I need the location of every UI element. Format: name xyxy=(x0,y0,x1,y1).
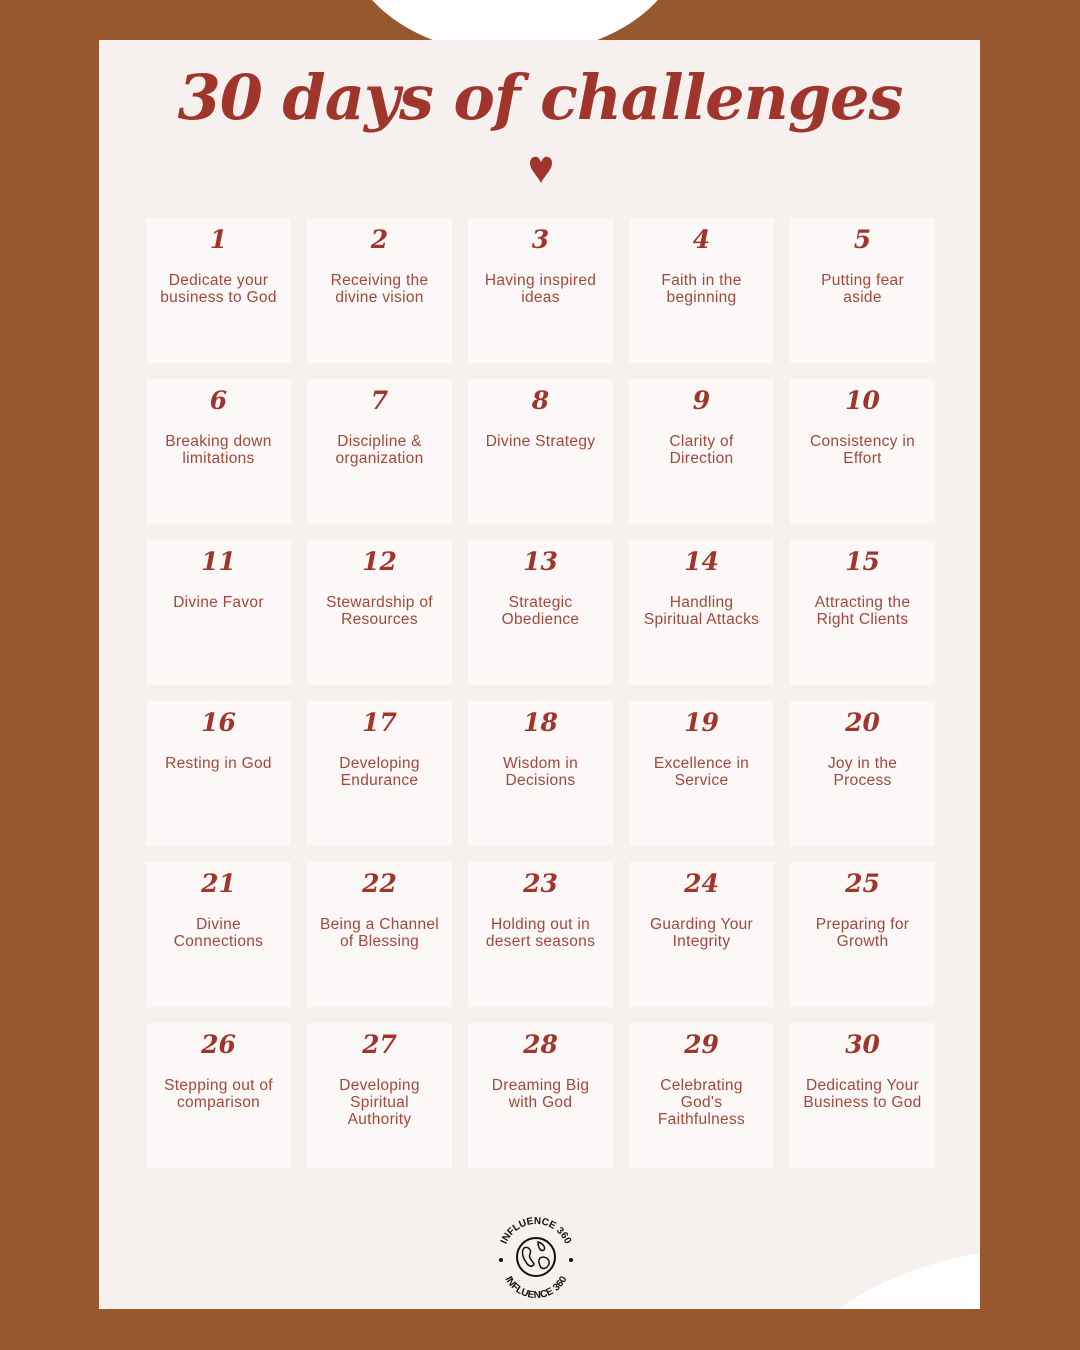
day-label: Divine Connections xyxy=(173,916,264,950)
day-label: Being a Channel of Blessing xyxy=(319,916,440,950)
challenge-grid xyxy=(146,218,935,1168)
day-number: 26 xyxy=(201,1030,236,1059)
day-label: Preparing for Growth xyxy=(815,916,910,950)
day-tile xyxy=(307,540,452,685)
day-number: 27 xyxy=(362,1030,397,1059)
day-label: Resting in God xyxy=(165,755,272,772)
svg-text:INFLUENCE 360: INFLUENCE 360 xyxy=(498,1215,574,1246)
day-label: Stepping out of comparison xyxy=(164,1077,273,1111)
day-number: 30 xyxy=(845,1030,880,1059)
day-tile xyxy=(790,218,935,363)
day-tile xyxy=(468,218,613,363)
day-number: 20 xyxy=(845,708,880,737)
day-tile xyxy=(629,379,774,524)
day-number: 19 xyxy=(684,708,719,737)
day-tile xyxy=(307,218,452,363)
day-tile xyxy=(629,540,774,685)
page-title: 30 days of challenges xyxy=(177,61,903,134)
day-number: 16 xyxy=(201,708,236,737)
influence-360-logo xyxy=(494,1212,578,1300)
day-tile xyxy=(468,862,613,1007)
day-label: Breaking down limitations xyxy=(165,433,272,467)
day-tile xyxy=(307,862,452,1007)
day-tile xyxy=(468,379,613,524)
day-number: 13 xyxy=(523,547,558,576)
day-number: 11 xyxy=(201,547,236,576)
day-label: Handling Spiritual Attacks xyxy=(643,594,760,628)
day-tile xyxy=(146,862,291,1007)
day-number: 21 xyxy=(201,869,236,898)
day-tile xyxy=(146,540,291,685)
day-number: 10 xyxy=(845,386,880,415)
day-label: Discipline & organization xyxy=(335,433,424,467)
day-tile xyxy=(629,862,774,1007)
day-number: 4 xyxy=(692,225,711,254)
day-tile xyxy=(146,701,291,846)
day-label: Celebrating God's Faithfulness xyxy=(657,1077,746,1128)
day-label: Receiving the divine vision xyxy=(330,272,429,306)
day-tile xyxy=(307,379,452,524)
day-number: 17 xyxy=(362,708,397,737)
day-number: 8 xyxy=(531,386,550,415)
day-label: Dreaming Big with God xyxy=(491,1077,590,1111)
day-label: Divine Strategy xyxy=(485,433,596,450)
day-label: Strategic Obedience xyxy=(501,594,580,628)
day-number: 22 xyxy=(362,869,397,898)
day-tile xyxy=(629,218,774,363)
day-tile xyxy=(468,701,613,846)
day-tile xyxy=(790,701,935,846)
day-number: 2 xyxy=(370,225,389,254)
day-number: 23 xyxy=(523,869,558,898)
day-tile xyxy=(468,540,613,685)
day-label: Consistency in Effort xyxy=(810,433,915,467)
day-number: 24 xyxy=(684,869,719,898)
day-number: 14 xyxy=(684,547,719,576)
day-number: 28 xyxy=(523,1030,558,1059)
day-label: Divine Favor xyxy=(173,594,264,611)
day-number: 29 xyxy=(684,1030,719,1059)
day-number: 7 xyxy=(370,386,389,415)
day-label: Wisdom in Decisions xyxy=(502,755,579,789)
day-number: 5 xyxy=(853,225,872,254)
day-tile xyxy=(629,1023,774,1168)
day-label: Having inspired ideas xyxy=(484,272,597,306)
svg-text:INFLUENCE 360: INFLUENCE 360 xyxy=(502,1274,570,1300)
day-tile xyxy=(790,540,935,685)
day-tile xyxy=(790,1023,935,1168)
day-tile xyxy=(790,379,935,524)
day-number: 12 xyxy=(362,547,397,576)
day-label: Dedicate your business to God xyxy=(160,272,277,306)
day-number: 9 xyxy=(692,386,711,415)
day-label: Dedicating Your Business to God xyxy=(803,1077,922,1111)
day-label: Holding out in desert seasons xyxy=(485,916,596,950)
day-tile xyxy=(790,862,935,1007)
day-label: Putting fear aside xyxy=(821,272,904,306)
day-label: Attracting the Right Clients xyxy=(814,594,911,628)
day-number: 18 xyxy=(523,708,558,737)
day-label: Developing Endurance xyxy=(339,755,420,789)
day-label: Joy in the Process xyxy=(827,755,898,789)
day-number: 6 xyxy=(209,386,228,415)
day-number: 15 xyxy=(845,547,880,576)
day-label: Faith in the beginning xyxy=(661,272,742,306)
day-tile xyxy=(146,1023,291,1168)
day-label: Stewardship of Resources xyxy=(326,594,433,628)
day-label: Excellence in Service xyxy=(653,755,750,789)
day-number: 1 xyxy=(209,225,228,254)
day-tile xyxy=(146,379,291,524)
day-tile xyxy=(307,1023,452,1168)
day-number: 25 xyxy=(845,869,880,898)
day-label: Developing Spiritual Authority xyxy=(339,1077,420,1128)
day-number: 3 xyxy=(531,225,550,254)
day-tile xyxy=(307,701,452,846)
day-label: Clarity of Direction xyxy=(669,433,734,467)
day-tile xyxy=(146,218,291,363)
day-tile xyxy=(629,701,774,846)
day-label: Guarding Your Integrity xyxy=(649,916,753,950)
decorative-blob-bottom xyxy=(789,1245,980,1309)
heart-icon xyxy=(528,153,554,185)
day-tile xyxy=(468,1023,613,1168)
